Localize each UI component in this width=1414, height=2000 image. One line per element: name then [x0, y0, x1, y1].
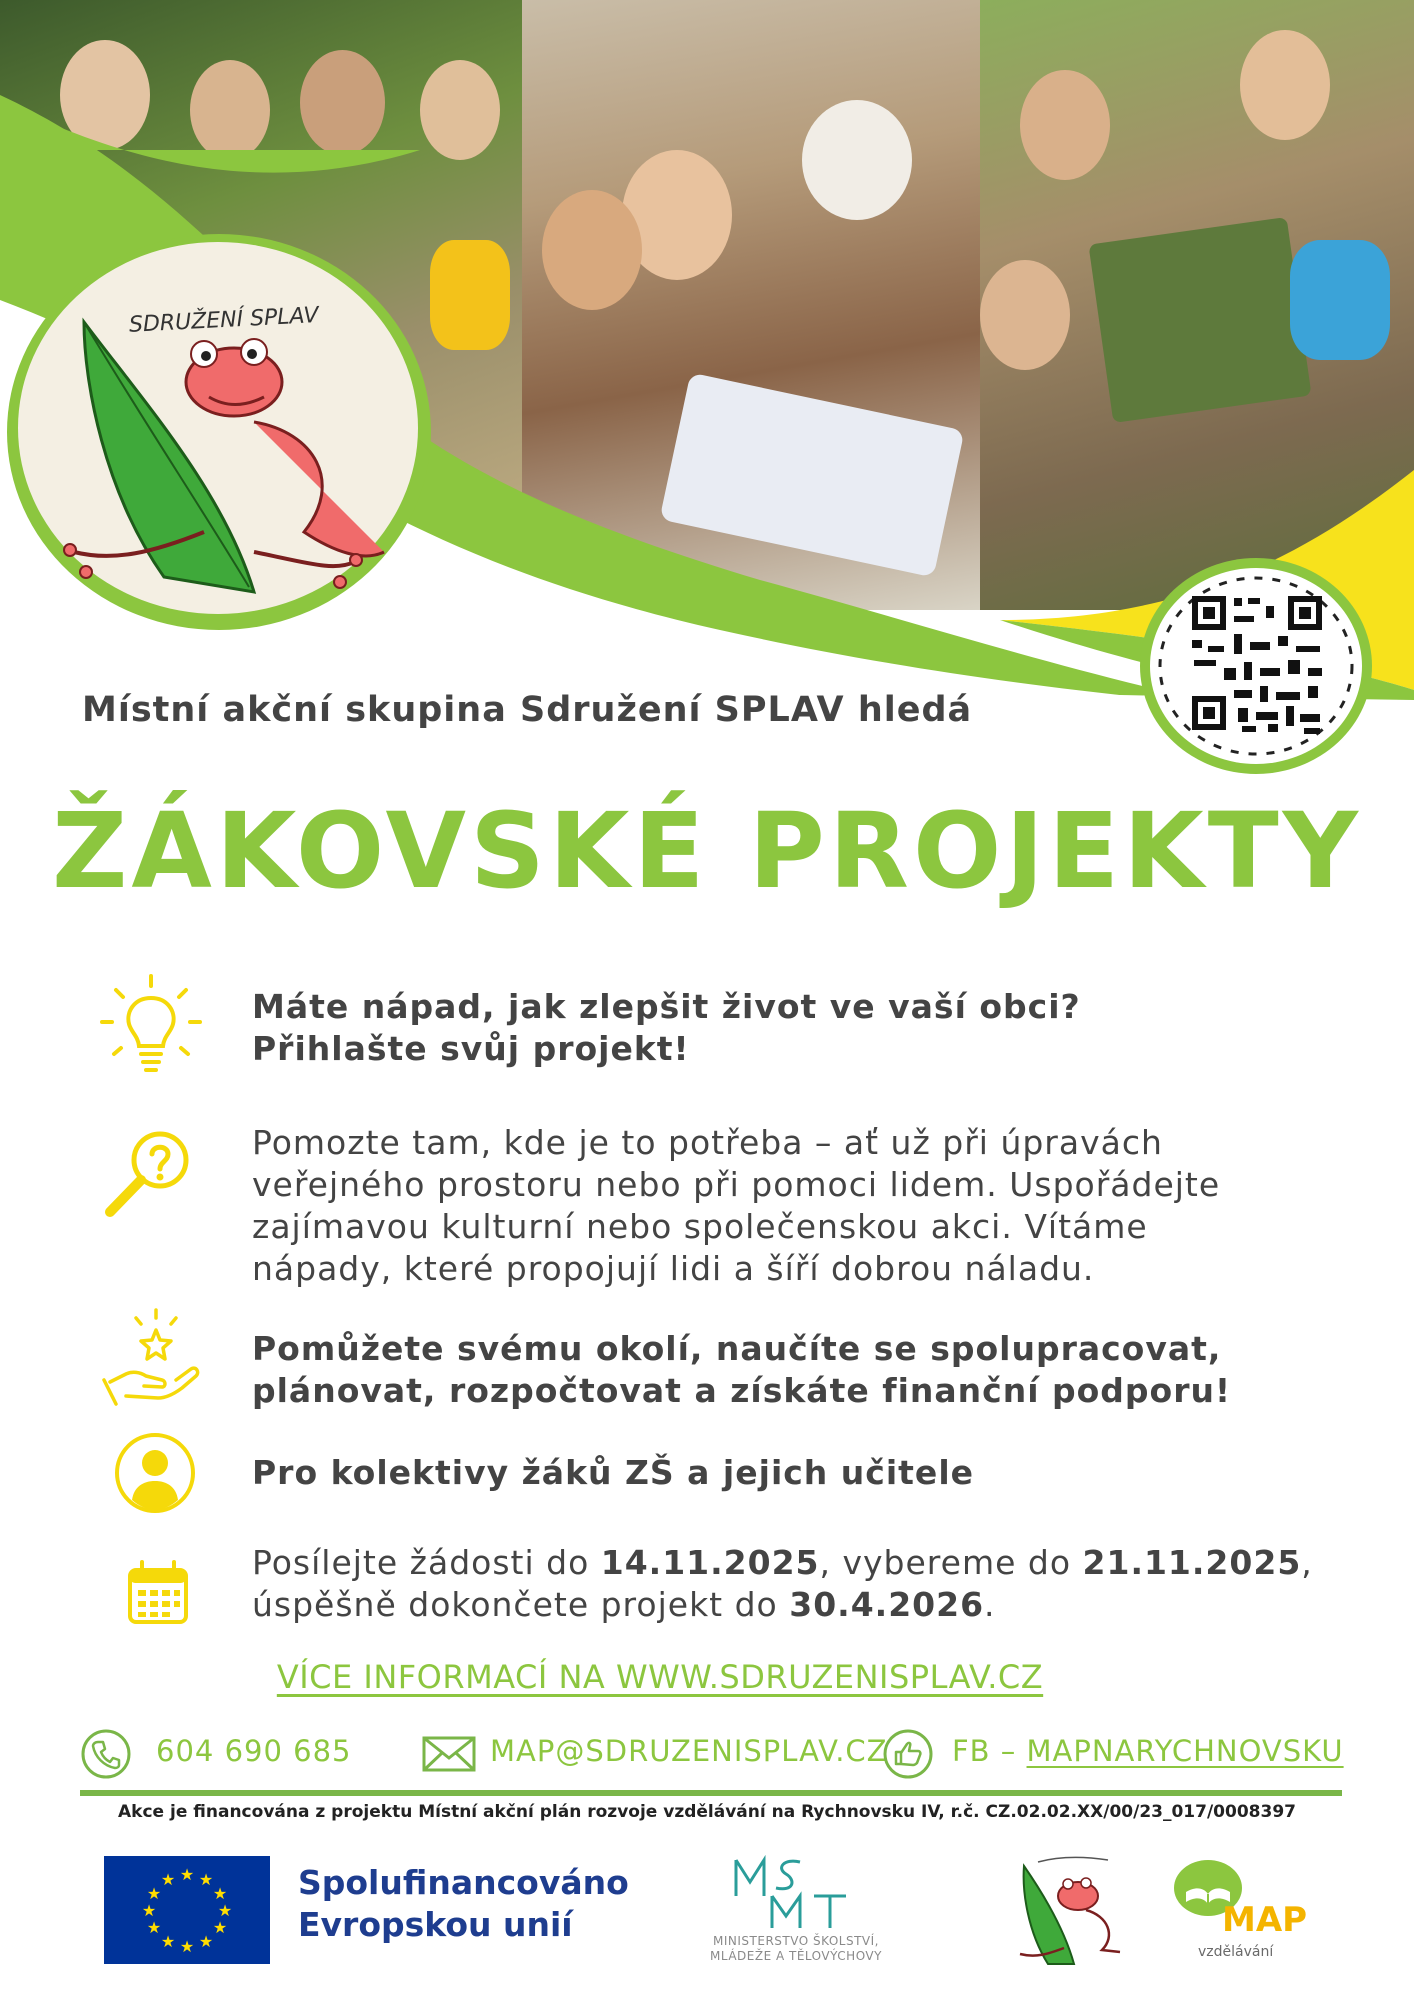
- more-info-link[interactable]: VÍCE INFORMACÍ NA WWW.SDRUZENISPLAV.CZ: [276, 1658, 1044, 1696]
- item-deadlines: [252, 1542, 1332, 1626]
- item-benefits-line-1: Pomůžete svému okolí, naučíte se spolupracovat,: [252, 1329, 1222, 1368]
- deadline-text-b: , vybereme do: [819, 1543, 1083, 1582]
- item-idea-line-1: Máte nápad, jak zlepšit život ve vaší obci?: [252, 987, 1081, 1026]
- deadline-select-date: 21.11.2025: [1082, 1543, 1302, 1582]
- eu-flag-logo: [104, 1856, 270, 1964]
- logo-text: SDRUŽENÍ SPLAV: [128, 303, 320, 338]
- svg-text:★: ★: [179, 1865, 195, 1884]
- funding-note: Akce je financována z projektu Místní akční plán rozvoje vzdělávání na Rychnovsku IV, r.č. CZ.02.02.XX/00/23_017/0008397: [118, 1802, 1296, 1822]
- eu-cofunded-text: [298, 1862, 629, 1946]
- hand-star-icon: [96, 1304, 206, 1414]
- svg-text:★: ★: [179, 1937, 195, 1956]
- item-description-line-2: veřejného prostoru nebo při pomoci lidem. Uspořádejte: [252, 1165, 1221, 1204]
- envelope-icon: [422, 1734, 476, 1774]
- deadline-text-f: .: [984, 1585, 996, 1624]
- pretitle: Místní akční skupina Sdružení SPLAV hledá: [82, 690, 973, 730]
- qr-code[interactable]: [1138, 556, 1374, 776]
- deadline-finish-date: 30.4.2026: [789, 1585, 985, 1624]
- svg-text:★: ★: [146, 1884, 162, 1903]
- svg-text:★: ★: [217, 1901, 233, 1920]
- item-benefits-line-2: plánovat, rozpočtovat a získáte finanční podporu!: [252, 1371, 1232, 1410]
- splav-logo-small: [1008, 1852, 1130, 1972]
- deadline-text-e: úspěšně dokončete projekt do: [252, 1585, 790, 1624]
- lightbulb-icon: [96, 970, 206, 1080]
- msmt-line-2: MLÁDEŽE A TĚLOVÝCHOVY: [710, 1949, 882, 1963]
- msmt-line-1: MINISTERSTVO ŠKOLSTVÍ,: [713, 1934, 879, 1948]
- phone-number[interactable]: 604 690 685: [156, 1734, 352, 1768]
- item-idea: [252, 986, 1332, 1070]
- item-description-line-3: zajímavou kulturní nebo společenskou akci. Vítáme: [252, 1207, 1148, 1246]
- item-description: [252, 1122, 1332, 1290]
- item-benefits: [252, 1328, 1332, 1412]
- svg-text:★: ★: [160, 1932, 176, 1951]
- item-audience: Pro kolektivy žáků ZŠ a jejich učitele: [252, 1453, 975, 1492]
- email-address[interactable]: MAP@SDRUZENISPLAV.CZ: [490, 1734, 888, 1768]
- svg-text:★: ★: [212, 1884, 228, 1903]
- deadline-submit-date: 14.11.2025: [600, 1543, 820, 1582]
- magnifier-question-icon: [96, 1120, 206, 1230]
- svg-text:★: ★: [198, 1870, 214, 1889]
- phone-icon: [80, 1728, 132, 1780]
- facebook-link[interactable]: MAPNARYCHNOVSKU: [1026, 1734, 1344, 1768]
- msmt-logo: [728, 1852, 868, 1932]
- map-logo-text: MAP: [1222, 1900, 1308, 1940]
- calendar-icon: [96, 1540, 206, 1650]
- item-deadlines-line-1: [252, 1542, 1332, 1584]
- eu-line-2: Evropskou unií: [298, 1905, 573, 1944]
- person-icon: [96, 1418, 206, 1528]
- svg-text:★: ★: [212, 1918, 228, 1937]
- splav-logo: [4, 232, 434, 632]
- svg-text:★: ★: [160, 1870, 176, 1889]
- deadline-text-a: Posílejte žádosti do: [252, 1543, 601, 1582]
- page-title: ŽÁKOVSKÉ PROJEKTY: [52, 790, 1362, 912]
- item-description-line-4: nápady, které propojují lidi a šíří dobrou náladu.: [252, 1249, 1095, 1288]
- facebook-prefix: FB –: [952, 1734, 1027, 1768]
- deadline-text-c: ,: [1301, 1543, 1313, 1582]
- svg-text:★: ★: [198, 1932, 214, 1951]
- eu-line-1: Spolufinancováno: [298, 1863, 629, 1902]
- facebook-contact[interactable]: [952, 1734, 1344, 1768]
- msmt-text: [676, 1934, 916, 1964]
- map-logo-subtext: vzdělávání: [1198, 1944, 1274, 1960]
- thumbs-up-icon: [882, 1728, 934, 1780]
- item-description-line-1: Pomozte tam, kde je to potřeba – ať už při úpravách: [252, 1123, 1163, 1162]
- item-idea-line-2: Přihlašte svůj projekt!: [252, 1029, 690, 1068]
- svg-text:★: ★: [146, 1918, 162, 1937]
- divider: [80, 1790, 1342, 1796]
- item-deadlines-line-2: [252, 1584, 1332, 1626]
- svg-text:★: ★: [141, 1901, 157, 1920]
